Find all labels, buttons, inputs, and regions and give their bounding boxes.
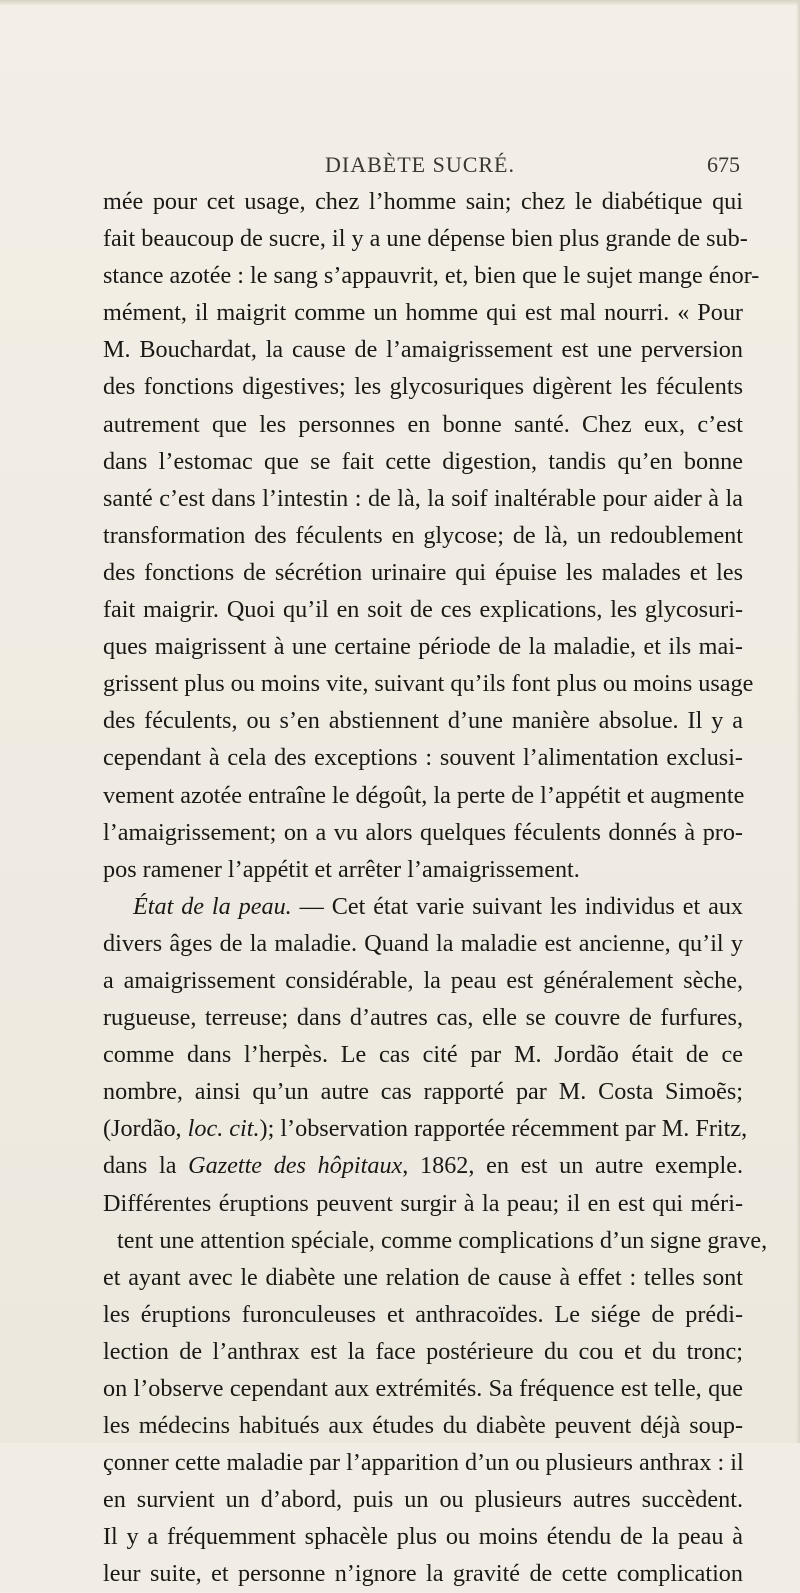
text-line: mée pour cet usage, chez l’homme sain; chez le diabétique qui xyxy=(103,188,743,215)
section-heading-rest: — Cet état varie suivant les individus et aux xyxy=(291,892,744,920)
text-line: les éruptions furonculeuses et anthracoïdes. Le siége de prédi- xyxy=(103,1300,743,1328)
text-line: Différentes éruptions peuvent surgir à la peau; il en est qui méri- xyxy=(103,1189,743,1217)
text-line: divers âges de la maladie. Quand la maladie est ancienne, qu’il y xyxy=(103,929,743,957)
text-line: autrement que les personnes en bonne santé. Chez eux, c’est xyxy=(103,410,743,438)
gazette-line xyxy=(103,1147,743,1184)
text-line: des féculents, ou s’en abstiennent d’une manière absolue. Il y a xyxy=(103,707,743,735)
text-line: Il y a fréquemment sphacèle plus ou moins étendu de la peau à xyxy=(103,1523,743,1551)
text-line: ques maigrissent à une certaine période de la maladie, et ils mai- xyxy=(103,633,743,661)
gazette-after: , 1862, en est un autre exemple. xyxy=(402,1152,743,1180)
text-line: des fonctions digestives; les glycosuriques digèrent les féculents xyxy=(103,373,743,401)
page-number: 675 xyxy=(707,152,740,177)
section-heading-italic: État de la peau. xyxy=(133,892,292,920)
citation-line xyxy=(103,1110,748,1147)
text-line: transformation des féculents en glycose; de là, un redoublement xyxy=(103,521,743,549)
text-line: mément, il maigrit comme un homme qui est mal nourri. « Pour xyxy=(103,299,743,327)
gazette-before: dans la xyxy=(103,1152,189,1180)
text-line: a amaigrissement considérable, la peau est généralement sèche, xyxy=(103,966,743,994)
citation-before: (Jordão, xyxy=(103,1115,188,1143)
running-title: DIABÈTE SUCRÉ. xyxy=(325,152,515,177)
text-line: lection de l’anthrax est la face postérieure du cou et du tronc; xyxy=(103,1337,743,1365)
text-line: l’amaigrissement; on a vu alors quelques féculents donnés à pro- xyxy=(103,818,743,846)
citation-after: ); l’observation rapportée récemment par M. Fritz, xyxy=(259,1115,748,1143)
citation-italic: loc. cit. xyxy=(187,1115,260,1143)
text-line: stance azotée : le sang s’appauvrit, et, bien que le sujet mange énor- xyxy=(103,262,760,290)
paragraph-end-line: pos ramener l’appétit et arrêter l’amaigrissement. xyxy=(103,855,580,883)
page-right-shadow xyxy=(796,0,800,1443)
text-line: rugueuse, terreuse; dans d’autres cas, elle se couvre de furfures, xyxy=(103,1004,743,1032)
text-line: vement azotée entraîne le dégoût, la perte de l’appétit et augmente xyxy=(103,781,745,809)
body-text xyxy=(103,183,768,1593)
text-line: leur suite, et personne n’ignore la gravité de cette complication xyxy=(103,1560,743,1588)
text-line: tent une attention spéciale, comme complications d’un signe grave, xyxy=(117,1226,768,1254)
running-head xyxy=(100,152,740,182)
text-line: les médecins habitués aux études du diabète peuvent déjà soup- xyxy=(103,1412,743,1440)
section-heading-line xyxy=(103,888,743,925)
text-line: dans l’estomac que se fait cette digestion, tandis qu’en bonne xyxy=(103,447,743,475)
gazette-italic: Gazette des hôpitaux xyxy=(188,1152,403,1180)
text-line: fait maigrir. Quoi qu’il en soit de ces explications, les glycosuri- xyxy=(103,596,743,624)
text-line: santé c’est dans l’intestin : de là, la soif inaltérable pour aider à la xyxy=(103,484,743,512)
text-line: des fonctions de sécrétion urinaire qui épuise les malades et les xyxy=(103,558,743,586)
text-line: en survient un d’abord, puis un ou plusieurs autres succèdent. xyxy=(103,1486,743,1514)
text-line: M. Bouchardat, la cause de l’amaigrissement est une perversion xyxy=(103,336,743,364)
page-top-shadow xyxy=(0,0,800,6)
text-line: cependant à cela des exceptions : souvent l’alimentation exclusi- xyxy=(103,744,743,772)
text-line: on l’observe cependant aux extrémités. Sa fréquence est telle, que xyxy=(103,1375,743,1402)
text-line: nombre, ainsi qu’un autre cas rapporté par M. Costa Simoẽs; xyxy=(103,1078,743,1106)
text-line: çonner cette maladie par l’apparition d’un ou plusieurs anthrax : il xyxy=(103,1449,744,1477)
text-line: comme dans l’herpès. Le cas cité par M. Jordão était de ce xyxy=(103,1041,743,1069)
text-line: et ayant avec le diabète une relation de cause à effet : telles sont xyxy=(103,1263,743,1291)
text-line: grissent plus ou moins vite, suivant qu’ils font plus ou moins usage xyxy=(103,670,754,698)
text-line: fait beaucoup de sucre, il y a une dépense bien plus grande de sub- xyxy=(103,225,748,253)
